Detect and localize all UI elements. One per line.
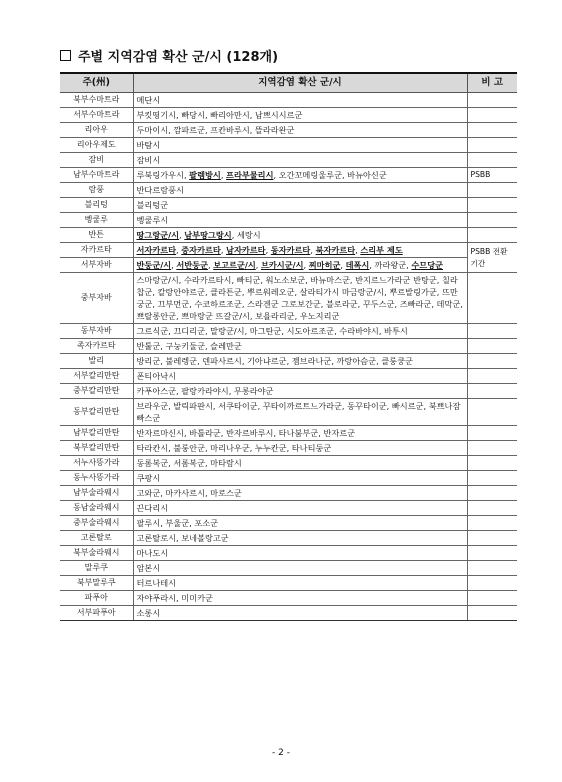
table-row — [60, 153, 517, 168]
psbb-city: 북자카르타 — [315, 245, 356, 255]
table-row — [60, 426, 517, 441]
province-cell: 서부자바 — [60, 258, 133, 273]
cities-cell — [133, 531, 467, 546]
note-cell — [467, 339, 517, 354]
city-text: , — [255, 260, 261, 270]
psbb-city: 브카시군/시 — [260, 260, 304, 270]
table-row — [60, 501, 517, 516]
city-text: , — [265, 245, 271, 255]
city-text: 스마랑군/시, 수라카르타시, 빠티군, 워노소보군, 바뉴마스군, 반지르느가라군 반탕군, 칠라찹군, 칼랑안야르군, 클라튼군, 뿌르워레오군, 살라티가시 마금랑군/시, 뿌르발링가군, 뜨만궁군, 끄부먼군, 수코하르조군, 스라겐군 그로보간군, 블로라군, 꾸두스군, 즈빠라군, 데막군, 쁘랄롱안군, 쁘마랑군 뜨갈군/시, 보욜라리군, 우노지리군 — [136, 275, 463, 321]
province-cell: 서부칼리만탄 — [60, 369, 133, 384]
table-row — [60, 441, 517, 456]
note-cell — [467, 324, 517, 339]
city-text: 브라우군, 발릭파판시, 서쿠타이군, 꾸타이까르트느가라군, 동꾸타이군, 빠시르군, 북쁘나잠빠스군 — [136, 401, 461, 423]
cities-cell — [133, 369, 467, 384]
city-text: 방리군, 불레렝군, 덴파사르시, 기아냐르군, 젬브라나군, 까랑아슴군, 클룽쿵군 — [136, 356, 413, 366]
city-text: 벵쿨루시 — [136, 215, 169, 225]
city-text: 부킷띵기시, 빠당시, 빠리아만시, 남쁘시시르군 — [136, 110, 303, 120]
cities-cell — [133, 273, 467, 324]
table-row — [60, 339, 517, 354]
cities-cell — [133, 153, 467, 168]
psbb-city: 남자카르타 — [226, 245, 266, 255]
table-row — [60, 531, 517, 546]
cities-cell — [133, 501, 467, 516]
city-text: , — [220, 170, 227, 180]
city-text: , 오간꼬메링울루군, 바뉴아신군 — [273, 170, 387, 180]
note-cell — [467, 93, 517, 108]
province-cell: 서부파푸아 — [60, 606, 133, 621]
cities-cell — [133, 441, 467, 456]
note-cell — [467, 183, 517, 198]
note-cell — [467, 501, 517, 516]
province-cell: 중부술라웨시 — [60, 516, 133, 531]
city-text: , — [208, 260, 214, 270]
note-cell — [467, 471, 517, 486]
city-text: 타라칸시, 불룽안군, 마리나우군, 누누칸군, 타나티둥군 — [136, 443, 332, 453]
city-text: 메단시 — [136, 95, 161, 105]
cities-cell — [133, 138, 467, 153]
city-text: 소롱시 — [136, 608, 161, 618]
note-cell — [467, 108, 517, 123]
table-row — [60, 324, 517, 339]
table-row — [60, 183, 517, 198]
psbb-city: 동자카르타 — [270, 245, 311, 255]
square-bullet-icon — [60, 50, 71, 61]
table-row — [60, 243, 517, 258]
psbb-city: 중자카르타 — [181, 245, 221, 255]
note-cell — [467, 486, 517, 501]
table-row — [60, 456, 517, 471]
note-cell — [467, 369, 517, 384]
city-text: 끈다리시 — [136, 503, 169, 513]
note-cell: PSBB — [467, 168, 517, 183]
page-title — [60, 46, 278, 65]
note-cell — [467, 354, 517, 369]
province-cell: 람풍 — [60, 183, 133, 198]
city-text: 고와군, 마카사르시, 마로스군 — [136, 488, 242, 498]
cities-cell — [133, 243, 467, 258]
cities-cell — [133, 456, 467, 471]
cities-cell — [133, 426, 467, 441]
city-text: , — [340, 260, 346, 270]
psbb-city: 데폭시 — [345, 260, 370, 270]
province-cell: 블리텅 — [60, 198, 133, 213]
cities-cell — [133, 591, 467, 606]
header-cities: 지역감염 확산 군/시 — [133, 73, 467, 93]
table-row — [60, 168, 517, 183]
table-row — [60, 354, 517, 369]
cities-cell — [133, 183, 467, 198]
table-row — [60, 591, 517, 606]
city-text: , — [176, 245, 182, 255]
note-cell — [467, 561, 517, 576]
cities-cell — [133, 108, 467, 123]
city-text: 바탐시 — [136, 140, 161, 150]
table-row — [60, 384, 517, 399]
province-cell: 서누사뜽가라 — [60, 456, 133, 471]
psbb-city: 프라부물리시 — [226, 170, 274, 180]
table-row — [60, 213, 517, 228]
city-text: 그르식군, 끄디리군, 말랑군/시, 마그탄군, 시도아르조군, 수라바야시, 바투시 — [136, 326, 408, 336]
province-cell: 북부칼리만탄 — [60, 441, 133, 456]
province-cell: 중부칼리만탄 — [60, 384, 133, 399]
province-cell: 중부자바 — [60, 273, 133, 324]
note-cell — [467, 138, 517, 153]
city-text: 반다르람풍시 — [136, 185, 184, 195]
cities-cell — [133, 258, 467, 273]
page-number: - 2 - — [272, 748, 290, 758]
note-cell — [467, 456, 517, 471]
cities-cell — [133, 606, 467, 621]
psbb-city: 팔렘방시 — [189, 170, 221, 180]
note-cell — [467, 198, 517, 213]
cities-cell — [133, 228, 467, 243]
note-cell — [467, 213, 517, 228]
province-cell: 고론탈로 — [60, 531, 133, 546]
table-row — [60, 273, 517, 324]
table-row — [60, 561, 517, 576]
table-row — [60, 198, 517, 213]
note-cell: PSBB 전환기간 — [467, 243, 517, 273]
province-cell: 남부칼리만탄 — [60, 426, 133, 441]
cities-cell — [133, 324, 467, 339]
note-cell — [467, 399, 517, 426]
psbb-city: 보고르군/시 — [213, 260, 256, 270]
city-text: 팔루시, 부울군, 포소군 — [136, 518, 219, 528]
note-cell — [467, 591, 517, 606]
table-row — [60, 576, 517, 591]
cities-cell — [133, 471, 467, 486]
city-text: 반자르마신시, 바틀라군, 반자르바루시, 타나붐부군, 반자르군 — [136, 428, 356, 438]
city-text: 동롬복군, 서롬복군, 마타람시 — [136, 458, 242, 468]
cities-cell — [133, 198, 467, 213]
city-text: 폰티아낙시 — [136, 371, 177, 381]
city-text: 루북링가우시, — [136, 170, 190, 180]
table-row — [60, 228, 517, 243]
province-cell: 파푸아 — [60, 591, 133, 606]
city-text: 반툴군, 구눙키둘군, 슬레만군 — [136, 341, 242, 351]
cities-cell — [133, 546, 467, 561]
note-cell — [467, 441, 517, 456]
province-cell: 동부칼리만탄 — [60, 399, 133, 426]
city-text: , 세랑시 — [231, 230, 261, 240]
province-cell: 반튼 — [60, 228, 133, 243]
table-row — [60, 369, 517, 384]
header-note: 비 고 — [467, 73, 517, 93]
city-text: 잠비시 — [136, 155, 161, 165]
city-text: , — [355, 245, 361, 255]
province-cell: 남부술라웨시 — [60, 486, 133, 501]
table-header-row — [60, 73, 517, 93]
table-row — [60, 399, 517, 426]
city-text: , — [303, 260, 309, 270]
city-text: 카푸아스군, 팔랑카라야시, 무롱라야군 — [136, 386, 274, 396]
table-row — [60, 516, 517, 531]
table-row — [60, 486, 517, 501]
cities-cell — [133, 339, 467, 354]
province-cell: 북부말루쿠 — [60, 576, 133, 591]
city-text: 고론탈로시, 보네볼랑고군 — [136, 533, 229, 543]
cities-cell — [133, 384, 467, 399]
city-text: 쿠팡시 — [136, 473, 161, 483]
cities-cell — [133, 561, 467, 576]
city-text: 암본시 — [136, 563, 161, 573]
note-cell — [467, 123, 517, 138]
province-cell: 말루쿠 — [60, 561, 133, 576]
psbb-city: 스리부 제도 — [360, 245, 403, 255]
city-text: , — [220, 245, 227, 255]
header-province: 주(州) — [60, 73, 133, 93]
cities-cell — [133, 213, 467, 228]
table-row — [60, 123, 517, 138]
province-cell: 동남술라웨시 — [60, 501, 133, 516]
province-cell: 족자카르타 — [60, 339, 133, 354]
psbb-city: 서자카르타 — [136, 245, 177, 255]
province-cell: 동누사뜽가라 — [60, 471, 133, 486]
city-text: , — [171, 260, 177, 270]
province-cell: 남부수마트라 — [60, 168, 133, 183]
province-cell: 북부술라웨시 — [60, 546, 133, 561]
province-cell: 북부수마트라 — [60, 93, 133, 108]
table-row — [60, 471, 517, 486]
province-cell: 리아우제도 — [60, 138, 133, 153]
cities-cell — [133, 123, 467, 138]
province-cell: 자카르타 — [60, 243, 133, 258]
province-cell: 잠비 — [60, 153, 133, 168]
note-cell — [467, 516, 517, 531]
table-body — [60, 93, 517, 621]
city-text: 마나도시 — [136, 548, 169, 558]
table-row — [60, 108, 517, 123]
cities-cell — [133, 93, 467, 108]
note-cell — [467, 273, 517, 324]
psbb-city: 반둥군/시 — [136, 260, 172, 270]
note-cell — [467, 153, 517, 168]
province-cell: 발리 — [60, 354, 133, 369]
province-cell: 벵쿨루 — [60, 213, 133, 228]
note-cell — [467, 228, 517, 243]
cities-cell — [133, 168, 467, 183]
psbb-city: 남부땅그랑시 — [184, 230, 232, 240]
city-text: , — [310, 245, 316, 255]
table-row — [60, 606, 517, 621]
city-text: , — [179, 230, 185, 240]
table-row — [60, 138, 517, 153]
psbb-city: 찌마히군 — [308, 260, 341, 270]
city-text: 블리텅군 — [136, 200, 169, 210]
note-cell — [467, 576, 517, 591]
province-cell: 서부수마트라 — [60, 108, 133, 123]
cities-cell — [133, 399, 467, 426]
province-cell: 리아우 — [60, 123, 133, 138]
note-cell — [467, 384, 517, 399]
cities-cell — [133, 486, 467, 501]
psbb-city: 땅그랑군/시 — [136, 230, 180, 240]
psbb-city: 서반둥군 — [176, 260, 208, 270]
cities-cell — [133, 516, 467, 531]
psbb-city: 수므당군 — [411, 260, 444, 270]
title-text: 주별 지역감염 확산 군/시 (128개) — [78, 50, 279, 65]
note-cell — [467, 426, 517, 441]
city-text: 터르나테시 — [136, 578, 177, 588]
province-cell: 동부자바 — [60, 324, 133, 339]
region-table — [60, 72, 517, 621]
note-cell — [467, 531, 517, 546]
table-row — [60, 546, 517, 561]
city-text: , 까라왕군, — [369, 260, 412, 270]
note-cell — [467, 546, 517, 561]
city-text: 두마이시, 깜파르군, 프칸바루시, 뜰라라완군 — [136, 125, 295, 135]
city-text: 자야푸라시, 미미카군 — [136, 593, 213, 603]
cities-cell — [133, 354, 467, 369]
cities-cell — [133, 576, 467, 591]
table-row — [60, 258, 517, 273]
table-row — [60, 93, 517, 108]
note-cell — [467, 606, 517, 621]
